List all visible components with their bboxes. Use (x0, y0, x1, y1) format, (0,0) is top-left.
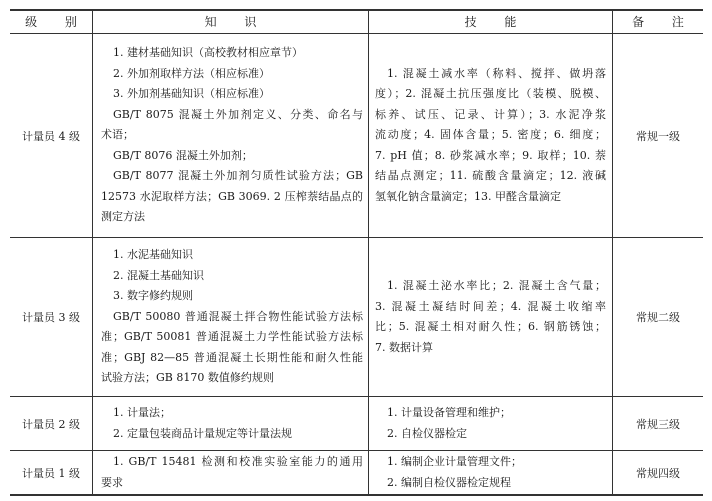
knowledge-cell (101, 34, 363, 237)
knowledge-line: 1. GB/T 15481 检测和校准实验室能力的通用 (113, 455, 363, 468)
knowledge-line: GB/T 8076 混凝土外加剂； (113, 148, 253, 162)
knowledge-line: 准；GBJ 82—85 普通混凝土长期性能和耐久性能 (101, 350, 363, 364)
knowledge-line: 试验方法；GB 8170 数值修约规则 (101, 371, 274, 385)
remark-cell: 常规三级 (636, 417, 680, 431)
level-cell: 计量员 2 级 (22, 417, 80, 431)
remark-cell: 常规一级 (636, 129, 680, 143)
skill-line: 2. 自检仪器检定 (387, 426, 467, 440)
knowledge-line: 3. 数字修约规则 (113, 289, 193, 303)
level-cell: 计量员 4 级 (22, 129, 80, 143)
skill-line: 7. 数据计算 (375, 340, 433, 354)
knowledge-cell (101, 451, 363, 494)
header-remark: 备 注 (632, 15, 696, 29)
knowledge-line: 1. 计量法； (113, 406, 171, 419)
skill-line: 1. 计量设备管理和维护； (387, 406, 511, 419)
knowledge-cell (101, 397, 363, 450)
level-cell: 计量员 1 级 (22, 466, 80, 480)
skill-line: 2. 编制自检仪器检定规程 (387, 475, 511, 489)
knowledge-cell (101, 238, 363, 396)
knowledge-line: 12573 水泥取样方法；GB 3069. 2 压榨萘结晶点的 (101, 189, 363, 203)
skill-line: 1. 编制企业计量管理文件； (387, 455, 522, 468)
skill-cell (375, 238, 606, 396)
skill-line: 氢氧化钠含量滴定；13. 甲醛含量滴定 (375, 189, 561, 203)
knowledge-line: 1. 水泥基础知识 (113, 248, 193, 262)
knowledge-line: GB/T 8075 混凝土外加剂定义、分类、命名与 (113, 107, 363, 121)
skill-line: 7. pH 值；8. 砂浆减水率；9. 取样；10. 萘 (375, 148, 606, 162)
knowledge-line: GB/T 8077 混凝土外加剂匀质性试验方法；GB (113, 169, 363, 183)
knowledge-line: 2. 定量包装商品计量规定等计量法规 (113, 426, 292, 440)
skill-line: 度）；2. 混凝土抗压强度比（装模、脱模、 (375, 87, 606, 101)
header-skill: 技 能 (464, 15, 529, 29)
remark-cell: 常规二级 (636, 311, 680, 324)
knowledge-line: GB/T 50080 普通混凝土拌合物性能试验方法标 (113, 309, 363, 323)
knowledge-line: 术语； (101, 128, 134, 142)
skill-cell (375, 34, 606, 237)
knowledge-line: 要求 (101, 475, 123, 489)
knowledge-line: 测定方法 (101, 210, 145, 224)
header-level: 级 别 (25, 15, 89, 29)
skill-line: 流动度；4. 固体含量；5. 密度；6. 细度； (375, 128, 606, 142)
skill-line: 标养、试压、记录、计算）；3. 水泥净浆 (375, 107, 606, 121)
knowledge-line: 2. 混凝土基础知识 (113, 268, 204, 282)
skill-line: 比；5. 混凝土相对耐久性；6. 钢筋锈蚀； (375, 320, 606, 333)
knowledge-line: 1. 建材基础知识（高校教材相应章节） (113, 46, 303, 60)
skill-cell (375, 397, 606, 450)
knowledge-line: 准；GB/T 50081 普通混凝土力学性能试验方法标 (101, 330, 363, 344)
remark-cell: 常规四级 (636, 466, 680, 480)
skill-line: 1. 混凝土泌水率比；2. 混凝土含气量； (387, 279, 606, 292)
level-cell: 计量员 3 级 (22, 311, 80, 324)
knowledge-line: 3. 外加剂基础知识（相应标准） (113, 87, 270, 101)
knowledge-line: 2. 外加剂取样方法（相应标准） (113, 66, 270, 80)
skill-line: 结晶点测定；11. 硫酸含量滴定；12. 液碱 (375, 169, 606, 183)
header-knowledge: 知 识 (204, 15, 269, 29)
skill-line: 1. 混凝土减水率（称料、搅拌、做坍落 (387, 66, 606, 80)
skill-cell (375, 451, 606, 494)
skill-line: 3. 混凝土凝结时间差；4. 混凝土收缩率 (375, 299, 606, 313)
